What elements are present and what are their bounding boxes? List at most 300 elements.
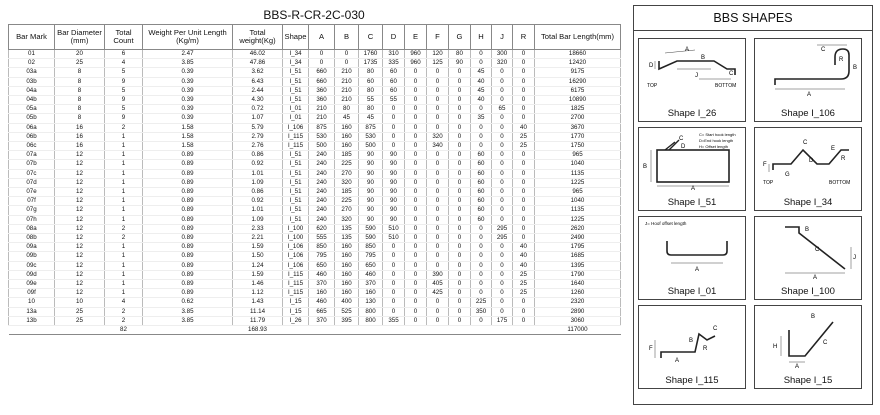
table-cell: 1040 <box>535 197 621 206</box>
table-cell: 0 <box>471 280 492 289</box>
table-cell: 12 <box>55 224 105 233</box>
table-cell: 0.89 <box>143 215 233 224</box>
shape-i115-diagram <box>639 306 747 368</box>
table-row <box>9 188 621 197</box>
table-cell: I_100 <box>283 234 309 243</box>
table-cell: 295 <box>492 234 513 243</box>
table-row <box>9 316 621 325</box>
table-cell: 0 <box>492 243 513 252</box>
shape-card-i15 <box>754 305 862 389</box>
table-cell: 210 <box>335 86 359 95</box>
table-cell: 1.12 <box>233 289 283 298</box>
table-cell: I_115 <box>283 132 309 141</box>
table-cell: 0 <box>383 252 405 261</box>
table-cell: 0 <box>449 114 471 123</box>
table-cell: 0 <box>513 151 535 160</box>
table-cell: 0 <box>492 289 513 298</box>
table-cell: 0 <box>492 123 513 132</box>
shape-i26-label-d: D <box>649 63 654 69</box>
shape-card-i51 <box>638 127 746 211</box>
table-cell: 0 <box>427 114 449 123</box>
table-cell: 0 <box>492 298 513 307</box>
table-row <box>9 215 621 224</box>
table-cell: 0 <box>383 261 405 270</box>
table-cell: I_51 <box>283 188 309 197</box>
table-cell: 06c <box>9 142 55 151</box>
table-row <box>9 142 621 151</box>
column-header: Bar Diameter (mm) <box>55 25 105 50</box>
table-cell: 0 <box>513 316 535 325</box>
table-cell: 1 <box>105 261 143 270</box>
shape-i115-label-r: R <box>703 346 708 352</box>
column-header: Shape <box>283 25 309 50</box>
table-cell: 90 <box>383 197 405 206</box>
table-cell: 0 <box>513 86 535 95</box>
table-cell: 530 <box>309 132 335 141</box>
table-cell: 08a <box>9 224 55 233</box>
table-cell: 210 <box>335 96 359 105</box>
table-cell: 07b <box>9 160 55 169</box>
table-cell: 07c <box>9 169 55 178</box>
table-cell: 0 <box>405 86 427 95</box>
table-cell: 850 <box>359 243 383 252</box>
total-value: 117000 <box>535 326 621 335</box>
table-cell: 500 <box>359 142 383 151</box>
table-cell: 1.46 <box>233 280 283 289</box>
shape-i15-label-h: H <box>773 344 778 350</box>
shape-card-i100 <box>754 216 862 300</box>
table-cell: 160 <box>335 252 359 261</box>
table-row <box>9 96 621 105</box>
table-cell: 16 <box>55 132 105 141</box>
table-cell: 1640 <box>535 280 621 289</box>
table-cell: I_26 <box>283 316 309 325</box>
column-header: D <box>383 25 405 50</box>
table-cell: 0 <box>405 105 427 114</box>
total-value: 168.93 <box>233 326 283 335</box>
table-cell: 12 <box>55 243 105 252</box>
table-cell: 09e <box>9 280 55 289</box>
table-cell: 0.39 <box>143 105 233 114</box>
table-cell: 1 <box>105 178 143 187</box>
table-row <box>9 234 621 243</box>
table-cell: I_01 <box>283 114 309 123</box>
shape-card-i106 <box>754 38 862 122</box>
table-cell: 0 <box>492 114 513 123</box>
table-cell: I_51 <box>283 160 309 169</box>
table-cell: 12 <box>55 151 105 160</box>
table-cell: 2490 <box>535 234 621 243</box>
table-cell: 1.07 <box>233 114 283 123</box>
table-cell: 360 <box>309 86 335 95</box>
table-cell: 160 <box>335 261 359 270</box>
table-cell: 0 <box>471 234 492 243</box>
table-cell: 07d <box>9 178 55 187</box>
shape-card-i01 <box>638 216 746 300</box>
table-cell: 4 <box>105 298 143 307</box>
table-cell: 310 <box>383 50 405 59</box>
table-cell: 0 <box>492 270 513 279</box>
table-cell: I_51 <box>283 215 309 224</box>
table-cell: I_106 <box>283 243 309 252</box>
table-cell: 90 <box>383 151 405 160</box>
table-row <box>9 169 621 178</box>
table-cell: 0 <box>449 123 471 132</box>
table-cell: 320 <box>335 215 359 224</box>
table-cell: 130 <box>359 298 383 307</box>
table-cell: 90 <box>383 215 405 224</box>
table-cell: 60 <box>471 178 492 187</box>
shape-i115-label-c: C <box>713 326 718 332</box>
table-cell: 0 <box>405 243 427 252</box>
table-cell: 0 <box>405 77 427 86</box>
table-cell: 10 <box>55 298 105 307</box>
table-cell: 25 <box>55 59 105 68</box>
table-cell: 0 <box>405 234 427 243</box>
table-cell: 795 <box>309 252 335 261</box>
table-cell: 03b <box>9 77 55 86</box>
table-cell: 0 <box>427 178 449 187</box>
table-cell: 850 <box>309 243 335 252</box>
shape-card-i26 <box>638 38 746 122</box>
table-cell: 0 <box>492 178 513 187</box>
table-cell: 0 <box>449 224 471 233</box>
table-cell: 16 <box>55 123 105 132</box>
table-cell: 210 <box>335 68 359 77</box>
table-cell: I_51 <box>283 68 309 77</box>
table-cell: 405 <box>427 280 449 289</box>
table-cell: 225 <box>335 160 359 169</box>
table-cell: 460 <box>309 298 335 307</box>
table-cell: 6 <box>105 50 143 59</box>
table-cell: 0 <box>513 298 535 307</box>
table-cell: 0 <box>471 59 492 68</box>
table-cell: 225 <box>335 197 359 206</box>
table-cell: 1 <box>105 188 143 197</box>
table-cell: 240 <box>309 197 335 206</box>
table-cell: 5.79 <box>233 123 283 132</box>
column-header: G <box>449 25 471 50</box>
table-cell: 55 <box>359 96 383 105</box>
table-cell: 1.43 <box>233 298 283 307</box>
table-cell: 90 <box>359 215 383 224</box>
table-cell: I_115 <box>283 280 309 289</box>
table-cell: 0 <box>449 234 471 243</box>
table-row <box>9 206 621 215</box>
table-cell: 40 <box>471 96 492 105</box>
shape-i51-note-c: C= Start hook length <box>699 132 736 137</box>
table-cell: 0 <box>383 298 405 307</box>
shape-caption-i51: Shape I_51 <box>667 197 717 208</box>
table-cell: 9 <box>105 77 143 86</box>
table-cell: 6175 <box>535 86 621 95</box>
table-cell: 09d <box>9 270 55 279</box>
table-cell: 40 <box>471 77 492 86</box>
table-cell: 0 <box>449 151 471 160</box>
table-cell: 390 <box>427 270 449 279</box>
table-cell: 960 <box>405 50 427 59</box>
table-cell: 09b <box>9 252 55 261</box>
table-cell: 3.62 <box>233 68 283 77</box>
table-cell: 60 <box>471 215 492 224</box>
table-cell: 0.89 <box>143 206 233 215</box>
table-cell: 0 <box>449 160 471 169</box>
table-cell: 1825 <box>535 105 621 114</box>
shape-i51-label-b: B <box>643 164 648 170</box>
table-cell: 0 <box>492 96 513 105</box>
shape-caption-i15: Shape I_15 <box>783 375 833 386</box>
shape-i115-label-b: B <box>689 338 694 344</box>
shape-i106-label-r: R <box>839 57 844 63</box>
table-cell: 0 <box>492 169 513 178</box>
table-cell: I_100 <box>283 224 309 233</box>
table-cell: 0 <box>335 50 359 59</box>
table-cell: 0 <box>405 224 427 233</box>
table-cell: 90 <box>359 188 383 197</box>
table-cell: 0 <box>449 178 471 187</box>
table-cell: 0 <box>513 105 535 114</box>
table-cell: 0 <box>471 224 492 233</box>
table-cell: 0.72 <box>233 105 283 114</box>
table-cell: 2.76 <box>233 142 283 151</box>
table-cell: 0 <box>449 132 471 141</box>
table-cell: 9175 <box>535 68 621 77</box>
table-cell: 90 <box>383 169 405 178</box>
table-cell: 0 <box>383 280 405 289</box>
bbs-table <box>8 24 621 335</box>
table-cell: 160 <box>335 142 359 151</box>
table-cell: 240 <box>309 215 335 224</box>
table-cell: 0 <box>427 68 449 77</box>
total-blank <box>405 326 427 335</box>
table-cell: 12420 <box>535 59 621 68</box>
table-cell: 660 <box>309 68 335 77</box>
table-cell: 650 <box>359 261 383 270</box>
table-cell: I_51 <box>283 197 309 206</box>
table-row <box>9 86 621 95</box>
table-cell: 0 <box>405 96 427 105</box>
table-cell: 05a <box>9 105 55 114</box>
table-cell: 0 <box>427 86 449 95</box>
column-header: B <box>335 25 359 50</box>
table-cell: 90 <box>383 206 405 215</box>
table-cell: 0 <box>471 243 492 252</box>
table-cell: 04b <box>9 96 55 105</box>
table-cell: 355 <box>383 316 405 325</box>
table-cell: 0 <box>405 316 427 325</box>
table-cell: 0 <box>449 307 471 316</box>
table-cell: 0 <box>405 142 427 151</box>
table-cell: 60 <box>471 206 492 215</box>
table-cell: 20 <box>55 50 105 59</box>
table-cell: 0 <box>492 261 513 270</box>
shape-i34-label-r: R <box>841 156 846 162</box>
table-cell: 35 <box>471 114 492 123</box>
table-cell: 46.02 <box>233 50 283 59</box>
table-cell: 2890 <box>535 307 621 316</box>
table-cell: 0.89 <box>143 270 233 279</box>
table-cell: 0.89 <box>143 197 233 206</box>
table-cell: 3060 <box>535 316 621 325</box>
table-cell: 25 <box>513 132 535 141</box>
table-cell: I_51 <box>283 206 309 215</box>
table-cell: 1135 <box>535 206 621 215</box>
table-cell: 0 <box>405 215 427 224</box>
table-cell: 370 <box>309 280 335 289</box>
column-header: Total weight(Kg) <box>233 25 283 50</box>
shape-i15-diagram <box>755 306 863 368</box>
table-cell: 320 <box>492 59 513 68</box>
table-cell: 0 <box>492 280 513 289</box>
table-cell: 3.85 <box>143 316 233 325</box>
table-cell: 370 <box>309 316 335 325</box>
table-cell: 12 <box>55 252 105 261</box>
table-cell: 4 <box>105 59 143 68</box>
table-cell: 0 <box>427 215 449 224</box>
table-cell: 90 <box>383 160 405 169</box>
table-cell: I_51 <box>283 151 309 160</box>
table-cell: 0 <box>405 252 427 261</box>
table-row <box>9 123 621 132</box>
table-cell: 0 <box>513 197 535 206</box>
table-cell: 1225 <box>535 178 621 187</box>
table-cell: 0 <box>471 252 492 261</box>
shape-i100-label-a: A <box>813 275 818 279</box>
table-cell: 12 <box>55 206 105 215</box>
table-cell: I_115 <box>283 270 309 279</box>
table-cell: 0 <box>449 243 471 252</box>
table-cell: 0 <box>427 169 449 178</box>
table-cell: 0 <box>449 105 471 114</box>
table-cell: 1 <box>105 243 143 252</box>
table-cell: 0 <box>492 252 513 261</box>
table-cell: 12 <box>55 169 105 178</box>
table-cell: 1685 <box>535 252 621 261</box>
total-blank <box>513 326 535 335</box>
table-cell: 0 <box>513 234 535 243</box>
table-cell: 10 <box>9 298 55 307</box>
shape-i34-diagram <box>755 128 863 190</box>
shape-i106-label-a: A <box>807 92 812 98</box>
total-blank <box>309 326 335 335</box>
table-cell: 0 <box>383 307 405 316</box>
table-cell: 0 <box>427 234 449 243</box>
table-cell: I_106 <box>283 252 309 261</box>
table-cell: 1770 <box>535 132 621 141</box>
table-cell: 1 <box>105 197 143 206</box>
table-cell: 210 <box>309 105 335 114</box>
table-cell: 0 <box>405 307 427 316</box>
table-cell: 0 <box>492 160 513 169</box>
table-cell: 0 <box>427 151 449 160</box>
table-cell: 0.89 <box>143 160 233 169</box>
table-cell: 460 <box>359 270 383 279</box>
table-cell: 795 <box>359 252 383 261</box>
table-cell: 25 <box>55 307 105 316</box>
table-cell: 800 <box>359 307 383 316</box>
shape-i01-note-j: J= Hoof offset length <box>645 221 687 226</box>
table-cell: 0.89 <box>143 224 233 233</box>
table-cell: 1 <box>105 169 143 178</box>
table-cell: 2320 <box>535 298 621 307</box>
table-cell: 0.89 <box>143 280 233 289</box>
table-cell: 270 <box>335 206 359 215</box>
table-cell: 1 <box>105 142 143 151</box>
table-cell: 125 <box>427 59 449 68</box>
table-cell: 555 <box>309 234 335 243</box>
table-cell: 0 <box>427 243 449 252</box>
table-cell: 0 <box>405 114 427 123</box>
column-header: Total Bar Length(mm) <box>535 25 621 50</box>
table-cell: 1 <box>105 252 143 261</box>
table-cell: 320 <box>427 132 449 141</box>
table-cell: 0 <box>405 160 427 169</box>
table-cell: 04a <box>9 86 55 95</box>
table-cell: 12 <box>55 178 105 187</box>
shape-i34-label-d: D <box>809 158 814 164</box>
table-row <box>9 307 621 316</box>
table-cell: 80 <box>359 86 383 95</box>
table-cell: 0 <box>513 50 535 59</box>
table-cell: 90 <box>359 169 383 178</box>
shape-i01-label-a: A <box>695 267 700 273</box>
table-row <box>9 132 621 141</box>
table-cell: 60 <box>383 77 405 86</box>
table-cell: 08b <box>9 234 55 243</box>
table-cell: 12 <box>55 160 105 169</box>
table-cell: 90 <box>359 178 383 187</box>
table-cell: 0 <box>405 178 427 187</box>
table-cell: 0 <box>383 123 405 132</box>
table-cell: 2.21 <box>233 234 283 243</box>
table-cell: 620 <box>309 224 335 233</box>
column-header: Total Count <box>105 25 143 50</box>
shape-i100-label-b: B <box>805 227 810 233</box>
table-cell: 1040 <box>535 160 621 169</box>
shape-i100-label-j: J <box>853 255 856 261</box>
table-cell: 0.89 <box>143 252 233 261</box>
table-cell: 1.09 <box>233 215 283 224</box>
table-cell: I_51 <box>283 77 309 86</box>
table-cell: I_51 <box>283 169 309 178</box>
table-cell: 80 <box>359 68 383 77</box>
table-cell: 0.92 <box>233 197 283 206</box>
sheet-title: BBS-R-CR-2C-030 <box>263 8 365 22</box>
total-blank <box>143 326 233 335</box>
table-cell: 0 <box>405 270 427 279</box>
shape-i51-diagram <box>639 128 747 190</box>
table-row <box>9 68 621 77</box>
table-cell: 0 <box>427 123 449 132</box>
table-cell: 0 <box>449 261 471 270</box>
total-blank <box>471 326 492 335</box>
table-cell: 160 <box>309 289 335 298</box>
table-cell: 12 <box>55 261 105 270</box>
table-cell: 510 <box>383 234 405 243</box>
table-cell: 0 <box>513 68 535 77</box>
table-cell: 300 <box>492 50 513 59</box>
table-cell: 240 <box>309 151 335 160</box>
table-cell: 3.85 <box>143 307 233 316</box>
table-cell: 1795 <box>535 243 621 252</box>
table-row <box>9 151 621 160</box>
table-cell: 0 <box>513 215 535 224</box>
table-cell: 1735 <box>359 59 383 68</box>
table-cell: 8 <box>55 86 105 95</box>
table-cell: 40 <box>513 243 535 252</box>
shape-i26-label-c: C <box>729 71 734 77</box>
table-cell: 0 <box>449 188 471 197</box>
